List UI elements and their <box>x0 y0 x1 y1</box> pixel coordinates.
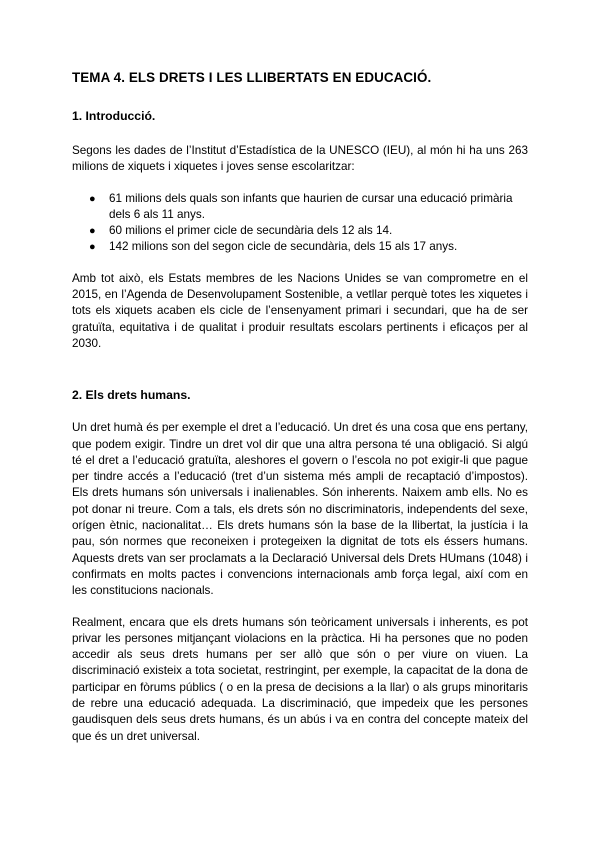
list-item <box>72 223 528 239</box>
bullet-icon: ● <box>89 192 96 205</box>
body-paragraph: Realment, encara que els drets humans són teòricament universals i inherents, es pot privar les persones mitjançant violacions en la pràctica. Hi ha persones que no poden accedir als seus drets humans per ser allò que són o per viure on viuen. La discriminació existeix a tota societat, restringint, per exemple, la capacitat de la dona de participar en fòrums públics ( o en la presa de decisions a la llar) o als grups minoritaris de rebre una educació adequada. La discriminació, que impedeix que les persones gaudisquen dels seus drets humans, és un abús i va en contra del concepte mateix del que és un dret universal. <box>72 615 528 743</box>
list-item <box>72 191 528 224</box>
document-title: TEMA 4. ELS DRETS I LES LLIBERTATS EN EDUCACIÓ. <box>72 70 432 85</box>
body-paragraph: Un dret humà és per exemple el dret a l’educació. Un dret és una cosa que ens pertany, que podem exigir. Tindre un dret vol dir que una altra persona té una obligació. Si algú té el dret a l’educació gratuïta, aleshores el govern o l’escola no pot exigir-li que pague per tindre accés a l’educació (tret d’un sistema més ampli de recaptació d’impostos). Els drets humans són universals i inalienables. Són inherents. Naixem amb ells. No es pot donar ni treure. Com a tals, els drets són no discriminatoris, independents del sexe, orígen ètnic, nacionalitat… Els drets humans són la base de la llibertat, la justícia i la pau, són normes que reconeixen i protegeixen la dignitat de tots els éssers humans. Aquests drets van ser proclamats a la Declaració Universal dels Drets HUmans (1048) i confirmats en molts pactes i convencions internacionals amb força legal, així com en les constitucions nacionals. <box>72 421 528 598</box>
list-item-text: 142 milions son del segon cicle de secundària, dels 15 als 17 anys. <box>109 240 458 254</box>
list-item-text: 60 milions el primer cicle de secundària dels 12 als 14. <box>109 224 393 238</box>
document-page <box>72 70 528 745</box>
statistics-list <box>72 191 528 256</box>
intro-paragraph: Segons les dades de l’Institut d’Estadística de la UNESCO (IEU), al món hi ha uns 263 milions de xiquets i xiquetes i joves sense escolaritzar: <box>72 144 528 174</box>
closing-paragraph: Amb tot això, els Estats membres de les Nacions Unides se van comprometre en el 2015, en l’Agenda de Desenvolupament Sostenible, a vetllar perquè totes les xiquetes i tots els xiquets acaben els cicle de l’ensenyament primari i secundari, que ha de ser gratuïta, equitativa i de qualitat i produir resultats escolars pertinents i eficaços per al 2030. <box>72 271 528 350</box>
bullet-icon: ● <box>89 225 96 238</box>
section-heading-introduccio: 1. Introducció. <box>72 109 156 123</box>
section-heading-drets-humans: 2. Els drets humans. <box>72 388 191 403</box>
list-item <box>72 239 528 255</box>
bullet-icon: ● <box>89 241 96 254</box>
list-item-text: 61 milions dels quals son infants que haurien de cursar una educació primària dels 6 als 11 anys. <box>109 191 513 221</box>
